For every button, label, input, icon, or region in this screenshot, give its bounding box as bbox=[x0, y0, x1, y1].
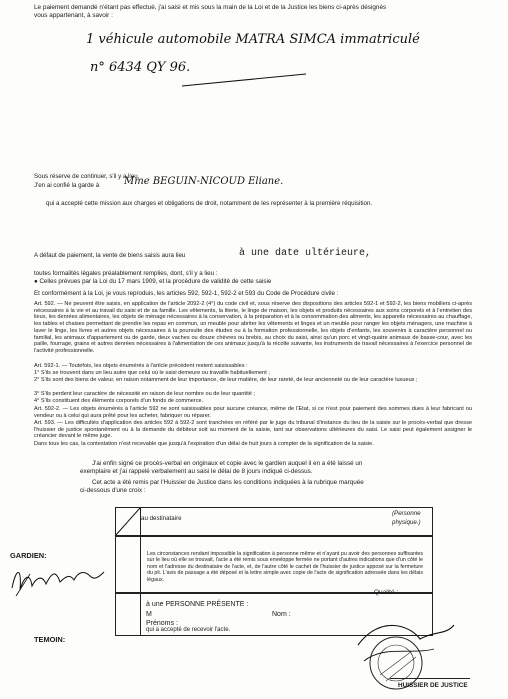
intro-line-1: Le paiement demandé n'étant pas effectué, j'ai saisi et mis sous la main de la Loi et de la Justice les biens ci-après désignés bbox=[34, 4, 387, 11]
handwritten-goods-line-2: n° 6434 QY 96. bbox=[90, 60, 191, 75]
physique-label: physique.) bbox=[392, 519, 421, 526]
addressee-label: au destinataire bbox=[141, 515, 182, 522]
article-592: Art. 592. — Ne peuvent être saisis, en application de l'article 2092-2 (4°) du code civil et, sous réserve des dispositions des articles 592-1 et 592-2, les biens mobiliers ci-après nécessaires à la vie et au travail du saisi et de sa famille. Les vêtements, la literie, le linge de maison, les objets et produits nécessaires aux soins corporels et à l'entretien des lieux, les denrées alimentaires, les objets de ménage nécessaires à la conservation, à la préparation et à la consommation des aliments, les appareils nécessaires au chauffage, les tables et chaises permettant de prendre les repas en commun, un meuble pour abriter les vêtements et linges et un meuble pour ranger les objets ménagers, une machine à laver le linge, les livres et autres objets nécessaires à la poursuite des études ou à la formation professionnelle, les objets d'enfants, les souvenirs à caractère personnel ou familial, les animaux d'appartement ou de garde, deux vaches ou douze chèvres ou brebis, au choix du saisi, ainsi qu'un porc et vingt-quatre animaux de basse-cour, avec les paille, fourrage, grains et autres denrées nécessaires à l'alimentation de ces animaux jusqu'à la récolte suivante, les instruments de travail nécessaires à l'exercice personnel de l'activité professionnelle. bbox=[34, 301, 472, 354]
quality-label: Qualité : bbox=[374, 589, 399, 596]
huissier-label: HUISSIER DE JUSTICE bbox=[398, 682, 468, 689]
reserve-line-2-prefix: J'en ai confié la garde à bbox=[34, 182, 100, 189]
sale-line-1: A défaut de paiement, la vente de biens saisis aura lieu bbox=[34, 252, 186, 259]
reserve-line-3: qui a accepté cette mission aux charges et obligations de droit, notamment de les représenter à la première réquisition. bbox=[46, 200, 373, 207]
prenoms-label: Prénoms : bbox=[146, 620, 178, 627]
circumstances-text: Les circonstances rendant impossible la signification à personne même et n'ayant pu avoir des personnes suffisantes sur le lieu où elle se trouvait, l'acte a été remis sous enveloppe fermée ne portant d'autres indications que d'un côté le nom et l'adresse du destinataire de l'acte, et, de l'autre côté le cachet de l'huissier de justice apposé sur la fermeture du pli. L'avis de passage a été déposé et la lettre simple avec copie de l'acte de signification adressée dans les délais légaux. bbox=[147, 551, 423, 583]
sale-line-3: ● Celles prévues par la Loi du 17 mars 1909, et la procédure de validité de cette saisie bbox=[34, 278, 272, 285]
accepted-label: qui a accepté de recevoir l'acte. bbox=[146, 627, 231, 633]
article-592-1-intro: Art. 592-1. — Toutefois, les objets énumérés à l'article précédent restent saisissables : bbox=[34, 363, 248, 369]
addressee-checkbox[interactable] bbox=[115, 507, 141, 537]
handwritten-goods-line-1: 1 véhicule automobile MATRA SIMCA immatriculé bbox=[86, 32, 420, 47]
gardien-label: GARDIEN: bbox=[10, 551, 47, 560]
closing-line-3: Cet acte a été remis par l'Huissier de Justice dans les conditions indiquées à la rubrique marquée bbox=[92, 479, 364, 486]
article-592-1-item-2: 2° S'ils sont des biens de valeur, en raison notamment de leur importance, de leur matière, de leur rareté, de leur ancienneté ou de leur caractère luxueux ; bbox=[34, 377, 418, 383]
article-592-1-item-1: 1° S'ils se trouvent dans un lieu autre que celui où le saisi demeure ou travaille habituellement ; bbox=[34, 370, 270, 376]
person-present-label: à une PERSONNE PRÉSENTE : bbox=[146, 601, 249, 608]
guardian-signature bbox=[8, 558, 108, 600]
huissier-signature-line bbox=[390, 678, 470, 679]
personne-label: (Personne bbox=[392, 510, 421, 517]
person-present-checkbox[interactable] bbox=[115, 592, 141, 636]
m-label: M bbox=[146, 611, 152, 618]
circumstances-checkbox[interactable] bbox=[115, 535, 141, 594]
article-593-b: Dans tous les cas, la contestation n'est recevable que jusqu'à l'expiration d'un délai de huit jours à compter de la signification de la saisie. bbox=[34, 441, 374, 447]
guardian-name: Mme BEGUIN-NICOUD Eliane. bbox=[124, 176, 284, 187]
closing-line-4: ci-dessous d'une croix : bbox=[80, 487, 146, 494]
article-593: Art. 593. — Les difficultés d'application des articles 592 à 592-2 sont tranchées en référé par le juge du tribunal d'instance du lieu de la saisie sur le procès-verbal que dresse l'huissier de justice spontanément ou à la demande du débiteur soit au moment de la saisie, tant sur observations ultérieures du saisi. Le saisi peut également assigner le créancier devant le même juge. bbox=[34, 420, 472, 440]
nom-label: Nom : bbox=[272, 611, 291, 618]
sale-line-2: toutes formalités légales préalablement remplies, dont, s'il y a lieu : bbox=[34, 270, 218, 277]
temoin-label: TEMOIN: bbox=[34, 635, 66, 644]
reserve-line-1: Sous réserve de continuer, s'il y a lieu. bbox=[34, 173, 140, 180]
article-592-1-item-3: 3° S'ils perdent leur caractère de nécessité en raison de leur nombre ou de leur quantité ; bbox=[34, 391, 255, 397]
intro-line-2: vous appartenant, à savoir : bbox=[34, 12, 113, 19]
closing-line-2: exemplaire et j'ai rappelé verbalement au saisi le délai de 8 jours indiqué ci-dessus. bbox=[80, 468, 313, 475]
sale-date-typed: à une date ultérieure, bbox=[239, 248, 372, 259]
article-592-1-item-4: 4° S'ils constituent des éléments corporels d'un fonds de commerce. bbox=[34, 398, 204, 404]
closing-line-1: J'ai enfin signé ce procès-verbal en originaux et copie avec le gardien auquel il en a été laissé un bbox=[92, 460, 363, 467]
article-592-2: Art. 592-2. — Les objets énumérés à l'article 592 ne sont saisissables pour aucune créance, même de l'Etat, si ce n'est pour paiement des sommes dues à leur fabricant ou vendeur ou à celui qui aura prêté pour les acheter, fabriquer ou réparer. bbox=[34, 406, 472, 419]
sale-line-4: Et conformément à la Loi, je vous reproduis, les articles 592, 592-1, 592-2 et 593 du Code de Procédure civile : bbox=[34, 290, 339, 297]
